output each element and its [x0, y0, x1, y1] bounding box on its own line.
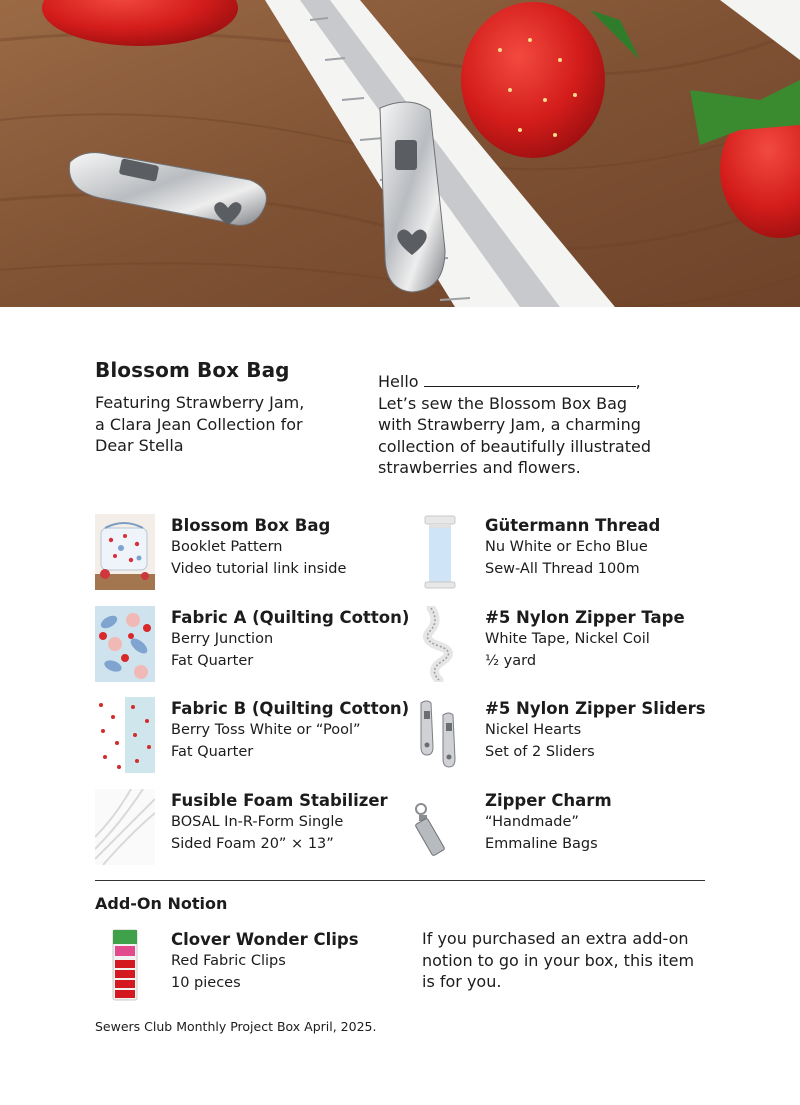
item-detail: Set of 2 Sliders	[485, 743, 595, 760]
berry-toss-fabric-icon	[95, 697, 155, 773]
addon-note	[422, 928, 717, 993]
addon-note-line: If you purchased an extra add-on	[422, 929, 689, 948]
item-fabric-b	[171, 698, 409, 763]
clips-package-icon	[95, 928, 155, 1004]
greeting-line: strawberries and flowers.	[378, 458, 581, 477]
addon-note-line: notion to go in your box, this item	[422, 950, 695, 970]
item-detail: Nickel Hearts	[485, 722, 582, 738]
item-fabric-a	[171, 607, 409, 672]
item-detail: Sew-All Thread 100m	[485, 560, 640, 577]
item-detail: Fat Quarter	[171, 652, 254, 669]
item-detail: Red Fabric Clips	[171, 953, 286, 969]
subtitle-line: Featuring Strawberry Jam,	[95, 393, 305, 412]
item-detail: Berry Junction	[171, 631, 274, 647]
greeting-hello-line	[378, 371, 708, 393]
item-name: Fusible Foam Stabilizer	[171, 791, 388, 810]
zipper-tape-icon	[409, 606, 469, 682]
item-blossom-box-bag	[171, 515, 346, 580]
item-thread	[485, 515, 660, 580]
subtitle-line: Dear Stella	[95, 436, 184, 455]
hero-photo	[0, 0, 800, 307]
section-divider	[95, 880, 705, 881]
thread-spool-icon	[409, 514, 469, 590]
item-detail: 10 pieces	[171, 974, 241, 991]
item-name: Zipper Charm	[485, 791, 612, 810]
item-zipper-tape	[485, 607, 685, 672]
page-title: Blossom Box Bag	[95, 358, 290, 382]
item-detail: Video tutorial link inside	[171, 560, 347, 577]
zipper-sliders-icon	[409, 697, 469, 773]
item-foam-stabilizer	[171, 790, 388, 855]
item-name: #5 Nylon Zipper Tape	[485, 608, 685, 627]
bag-photo-icon	[95, 514, 155, 590]
item-name: Clover Wonder Clips	[171, 930, 359, 949]
greeting-line: Let’s sew the Blossom Box Bag	[378, 393, 628, 413]
item-name: #5 Nylon Zipper Sliders	[485, 699, 706, 718]
floral-fabric-icon	[95, 606, 155, 682]
item-name: Fabric B (Quilting Cotton)	[171, 699, 410, 718]
subtitle	[95, 392, 345, 457]
greeting-line: with Strawberry Jam, a charming	[378, 415, 641, 434]
item-detail: Berry Toss White or “Pool”	[171, 722, 361, 738]
item-detail: Sided Foam 20” × 13”	[171, 835, 334, 852]
item-zipper-sliders	[485, 698, 706, 763]
item-name: Gütermann Thread	[485, 516, 661, 535]
item-detail: BOSAL In-R-Form Single	[171, 814, 344, 830]
zipper-charm-icon	[409, 789, 469, 865]
greeting-line: collection of beautifully illustrated	[378, 436, 651, 456]
addon-heading: Add-On Notion	[95, 894, 228, 913]
item-detail: ½ yard	[485, 652, 537, 669]
item-detail: White Tape, Nickel Coil	[485, 631, 650, 647]
item-detail: Emmaline Bags	[485, 835, 598, 852]
item-detail: Fat Quarter	[171, 743, 254, 760]
item-name: Fabric A (Quilting Cotton)	[171, 608, 410, 627]
greeting	[378, 371, 708, 479]
item-name: Blossom Box Bag	[171, 516, 331, 535]
item-wonder-clips	[171, 929, 359, 994]
item-detail: Nu White or Echo Blue	[485, 539, 648, 555]
addon-note-line: is for you.	[422, 972, 502, 991]
item-zipper-charm	[485, 790, 612, 855]
greeting-comma: ,	[635, 372, 641, 391]
footer-text: Sewers Club Monthly Project Box April, 2025.	[95, 1019, 377, 1034]
item-detail: “Handmade”	[485, 814, 579, 830]
foam-roll-icon	[95, 789, 155, 865]
greeting-hello: Hello	[378, 372, 419, 391]
item-detail: Booklet Pattern	[171, 539, 283, 555]
subtitle-line: a Clara Jean Collection for	[95, 414, 303, 434]
name-blank-line	[424, 372, 636, 387]
